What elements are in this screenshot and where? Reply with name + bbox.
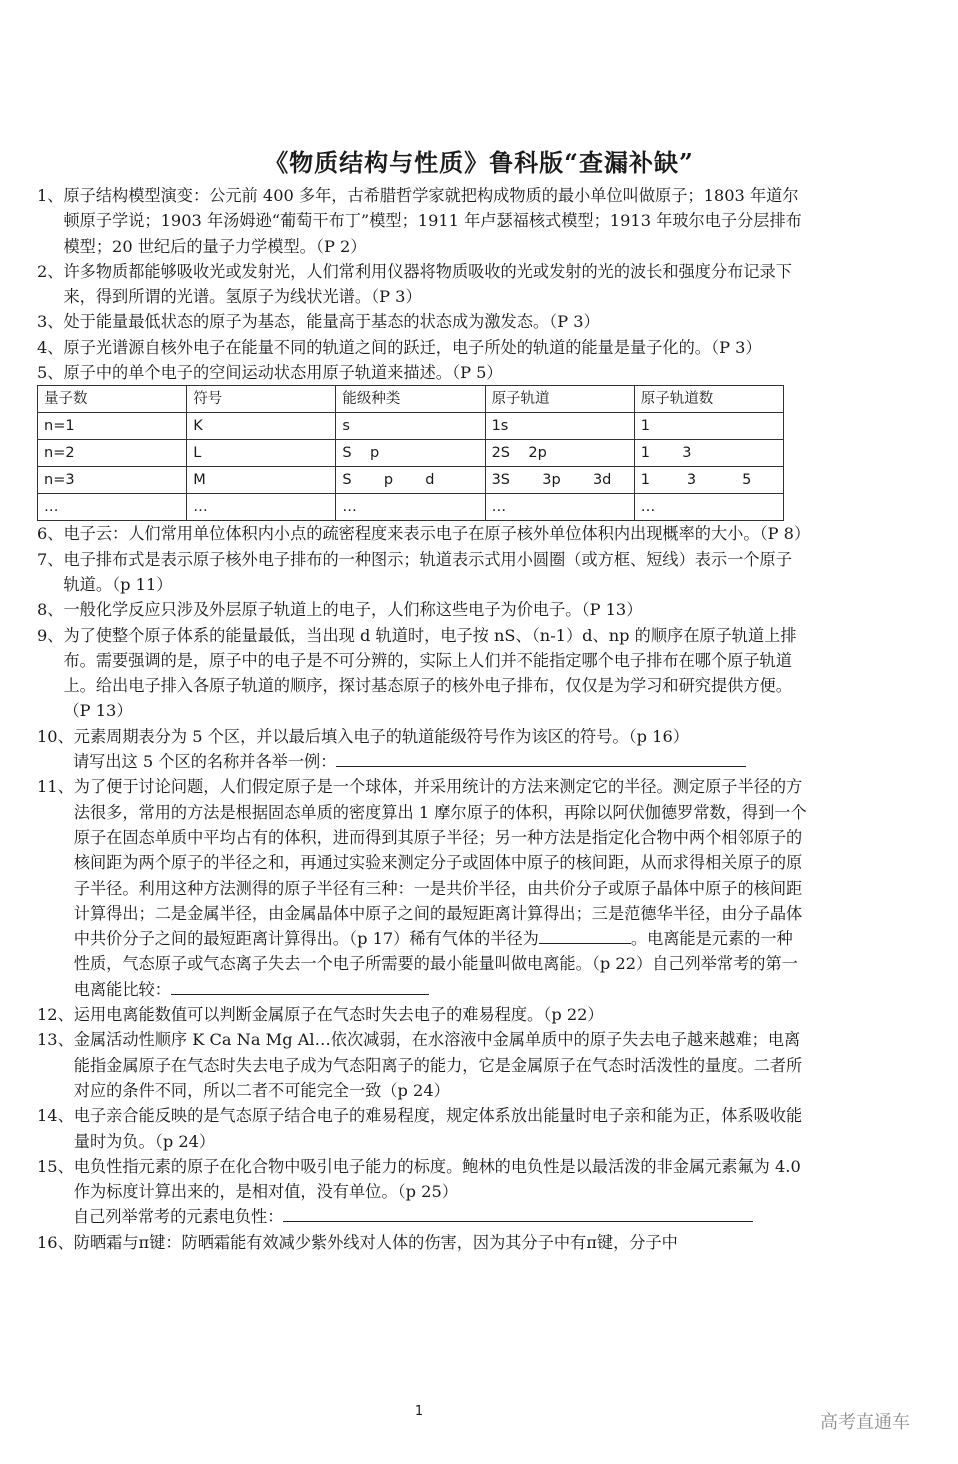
list-item: [37, 360, 807, 385]
item-number: 1、: [37, 186, 64, 205]
item-number: 13、: [37, 1030, 74, 1050]
list-item: [37, 335, 807, 360]
item-number: 9、: [37, 625, 64, 645]
item-number: 10、: [37, 726, 74, 746]
table-cell: S p: [336, 440, 485, 467]
item-number: 12、: [37, 1005, 74, 1025]
item-text: 电子云：人们常用单位体积内小点的疏密程度来表示电子在原子核外单位体积内出现概率的大小。（P 8）: [63, 524, 811, 544]
table-cell: K: [187, 413, 336, 440]
table-header-cell: 原子轨道: [485, 386, 634, 413]
orbital-table: [37, 385, 784, 521]
item-text: 金属活动性顺序 K Ca Na Mg Al…依次减弱，在水溶液中金属单质中的原子失去电子越来越难；电离能指金属原子在气态时失去电子成为气态阳离子的能力，它是金属原子在气态时活泼性的量度。二者所对应的条件不同，所以二者不可能完全一致（p 24）: [73, 1030, 803, 1100]
item-text: 为了使整个原子体系的能量最低，当出现 d 轨道时，电子按 nS、（n-1）d、np 的顺序在原子轨道上排布。需要强调的是，原子中的电子是不可分辨的，实际上人们并不能指定哪个电子排布在哪个原子轨道上。给出电子排入各原子轨道的顺序，探讨基态原子的核外电子排布，仅仅是为学习和研究提供方便。（P 13）: [63, 625, 797, 721]
list-item: [37, 259, 807, 310]
table-cell: 1 3 5: [634, 467, 783, 494]
item-number: 5、: [37, 363, 64, 383]
list-item: [37, 1027, 807, 1103]
page-number: 1: [414, 1404, 424, 1419]
table-cell: …: [38, 494, 187, 521]
table-row: [38, 413, 784, 440]
table-row: [38, 494, 784, 521]
table-header-cell: 符号: [187, 386, 336, 413]
item-number: 2、: [37, 261, 64, 281]
table-cell: S p d: [336, 467, 485, 494]
table-header-row: [38, 386, 784, 413]
table-cell: M: [187, 467, 336, 494]
table-cell: …: [336, 494, 485, 521]
answer-blank[interactable]: [283, 1204, 753, 1222]
table-cell: 2S 2p: [485, 440, 634, 467]
list-item: [37, 724, 807, 749]
list-item: [37, 309, 807, 334]
prompt-text: 请写出这 5 个区的名称并各举一例：: [73, 752, 337, 772]
item-text: 一般化学反应只涉及外层原子轨道上的电子，人们称这些电子为价电子。（P 13）: [63, 600, 643, 620]
table-cell: …: [634, 494, 783, 521]
list-item: [37, 1154, 807, 1205]
prompt-text: 自己列举常考的元素电负性：: [73, 1207, 284, 1227]
table-header-cell: 能级种类: [336, 386, 485, 413]
list-item: [37, 1103, 807, 1154]
item-text: 防晒霜与π键：防晒霜能有效减少紫外线对人体的伤害，因为其分子中有π键，分子中: [73, 1232, 678, 1252]
table-header-cell: 原子轨道数: [634, 386, 783, 413]
table-cell: s: [336, 413, 485, 440]
table-cell: …: [187, 494, 336, 521]
table-cell: …: [485, 494, 634, 521]
item-number: 6、: [37, 524, 64, 544]
item-text: 原子光谱源自核外电子在能量不同的轨道之间的跃迁，电子所处的轨道的能量是量子化的。（P 3）: [63, 337, 762, 357]
table-cell: 1s: [485, 413, 634, 440]
list-item: [37, 597, 807, 622]
item-text: 原子中的单个电子的空间运动状态用原子轨道来描述。（P 5）: [63, 363, 503, 383]
item-text: 电子亲合能反映的是气态原子结合电子的难易程度，规定体系放出能量时电子亲和能为正，体系吸收能量时为负。（p 24）: [73, 1106, 803, 1151]
answer-blank[interactable]: [336, 749, 746, 767]
table-row: [38, 467, 784, 494]
list-item: [37, 183, 807, 259]
item-number: 3、: [37, 312, 64, 332]
fill-in-line: [37, 749, 807, 774]
table-cell: L: [187, 440, 336, 467]
item-text: 原子结构模型演变：公元前 400 多年，古希腊哲学家就把构成物质的最小单位叫做原子；1803 年道尔顿原子学说；1903 年汤姆逊“葡萄干布丁”模型；1911 年卢瑟福核式模型；1913 年玻尔电子分层排布模型；20 世纪后的量子力学模型。（P 2）: [63, 186, 802, 256]
list-item: [37, 521, 811, 546]
item-number: 14、: [37, 1106, 74, 1126]
table-header-cell: 量子数: [38, 386, 187, 413]
item-number: 4、: [37, 337, 64, 357]
table-cell: n=2: [38, 440, 187, 467]
list-item: [37, 623, 807, 724]
item-number: 11、: [37, 777, 74, 797]
item-text: 处于能量最低状态的原子为基态，能量高于基态的状态成为激发态。（P 3）: [63, 312, 600, 332]
item-text: 电负性指元素的原子在化合物中吸引电子能力的标度。鲍林的电负性是以最活泼的非金属元素氟为 4.0 作为标度计算出来的，是相对值，没有单位。（p 25）: [73, 1156, 801, 1202]
list-item: [37, 1230, 807, 1255]
item-text: [74, 774, 807, 1002]
list-item: [37, 1002, 807, 1027]
watermark: 高考直通车: [820, 1412, 910, 1433]
table-cell: 3S 3p 3d: [485, 467, 634, 494]
item-number: 15、: [37, 1156, 74, 1176]
table-row: [38, 440, 784, 467]
table-cell: n=3: [38, 467, 187, 494]
answer-blank[interactable]: [171, 977, 429, 995]
item-text: 电子排布式是表示原子核外电子排布的一种图示；轨道表示式用小圆圈（或方框、短线）表示一个原子轨道。（p 11）: [63, 549, 792, 594]
list-item: [37, 547, 807, 598]
table-cell: 1: [634, 413, 783, 440]
item-text: 元素周期表分为 5 个区，并以最后填入电子的轨道能级符号作为该区的符号。（p 16）: [73, 726, 689, 746]
item-text: 运用电离能数值可以判断金属原子在气态时失去电子的难易程度。（p 22）: [73, 1005, 604, 1025]
item-text-part: 电离能是元素的一种性质，气态原子或气态离子失去一个电子所需要的最小能量叫做电离能。（p 22）自己列举常考的第一电离能比较：: [73, 929, 798, 999]
table-cell: n=1: [38, 413, 187, 440]
fill-in-line: [37, 1204, 807, 1229]
item-text: 许多物质都能够吸收光或发射光，人们常利用仪器将物质吸收的光或发射的光的波长和强度分布记录下来，得到所谓的光谱。氢原子为线状光谱。（P 3）: [63, 261, 792, 307]
list-item: [37, 774, 807, 1002]
item-text-part: 。: [630, 929, 648, 949]
item-number: 16、: [37, 1232, 74, 1252]
page-title: 《物质结构与性质》鲁科版“查漏补缺”: [264, 148, 694, 177]
item-number: 8、: [37, 600, 64, 620]
item-text-part: 为了便于讨论问题，人们假定原子是一个球体，并采用统计的方法来测定它的半径。测定原子半径的方法很多，常用的方法是根据固态单质的密度算出 1 摩尔原子的体积，再除以阿伏伽德罗常数，得到一个原子在固态单质中平均占有的体积，进而得到其原子半径；另一种方法是指定化合物中两个相邻原子的核间距为两个原子的半径之和，再通过实验来测定分子或固体中原子的核间距，从而求得相关原子的原子半径。利用这种方法测得的原子半径有三种：一是共价半径，由共价分子或原子晶体中原子的核间距计算得出；二是金属半径，由金属晶体中原子之间的最短距离计算得出；三是范德华半径，由分子晶体中共价分子之间的最短距离计算得出。（p 17）稀有气体的半径为: [73, 777, 807, 949]
item-number: 7、: [37, 549, 64, 569]
document-body: [37, 183, 811, 1255]
answer-blank[interactable]: [539, 926, 631, 944]
table-cell: 1 3: [634, 440, 783, 467]
